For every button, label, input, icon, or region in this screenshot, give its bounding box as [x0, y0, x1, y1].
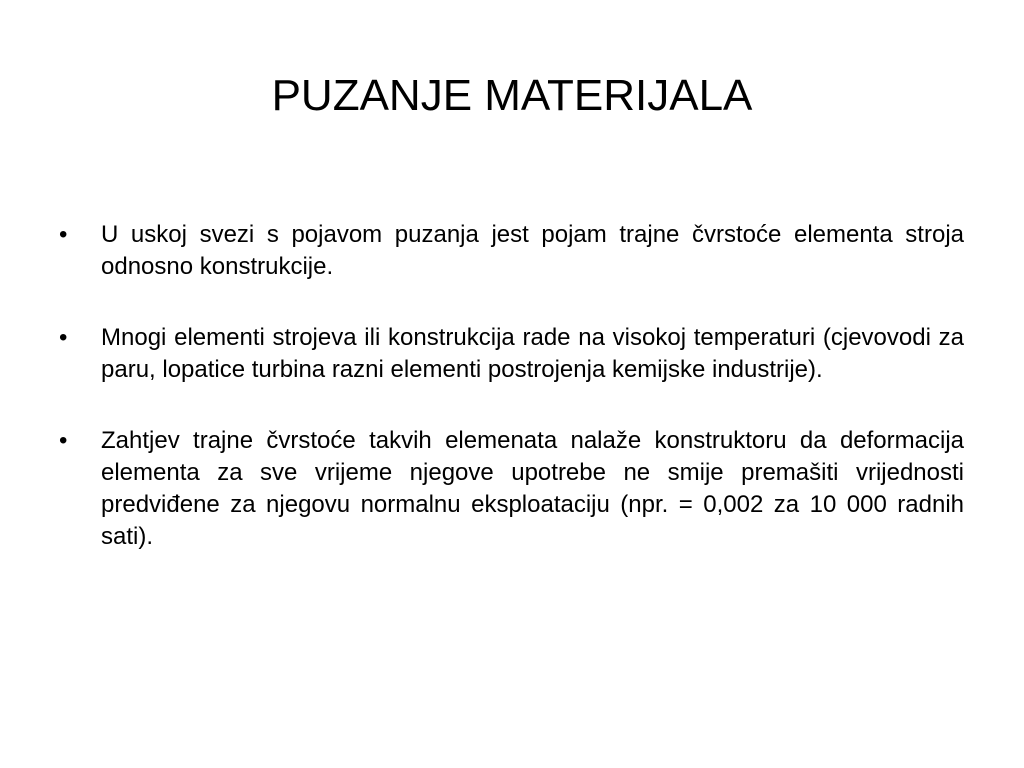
- bullet-text: Zahtjev trajne čvrstoće takvih elemenata nalaže konstruktoru da deformacija elementa za sve vrijeme njegove upotrebe ne smije premašiti vrijednosti predviđene za njegovu normalnu eksploataciju (npr. = 0,002 za 10 000 radnih sati).: [101, 427, 964, 550]
- bullet-text: U uskoj svezi s pojavom puzanja jest pojam trajne čvrstoće elementa stroja odnosno konstrukcije.: [101, 221, 964, 280]
- bullet-item: [59, 322, 964, 386]
- bullet-item: [59, 425, 964, 553]
- bullet-dot-icon: •: [59, 427, 68, 454]
- bullet-item: [59, 219, 964, 283]
- bullet-dot-icon: •: [59, 324, 68, 351]
- bullet-list: [59, 219, 964, 592]
- bullet-text: Mnogi elementi strojeva ili konstrukcija rade na visokoj temperaturi (cjevovodi za paru, lopatice turbina razni elementi postrojenja kemijske industrije).: [101, 324, 964, 383]
- bullet-dot-icon: •: [59, 221, 68, 248]
- slide-title: PUZANJE MATERIJALA: [271, 71, 753, 120]
